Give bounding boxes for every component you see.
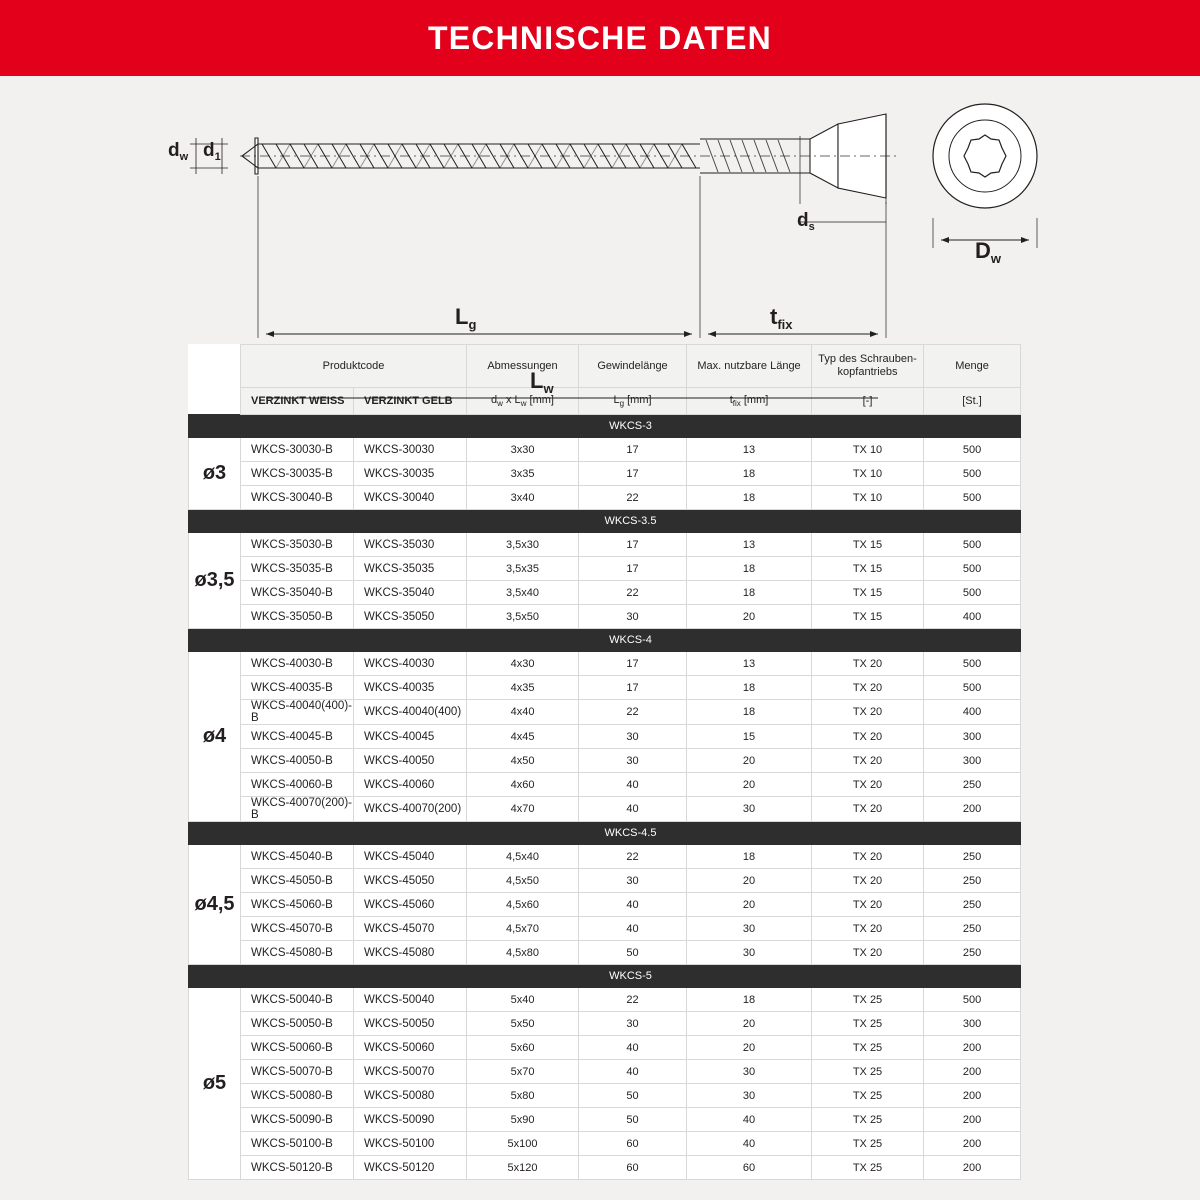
table-body xyxy=(189,415,1021,1180)
cell-thread-length: 50 xyxy=(579,1084,687,1108)
cell-product-code-yellow: WKCS-50080 xyxy=(354,1084,467,1108)
cell-max-usable-length: 20 xyxy=(687,773,812,797)
cell-max-usable-length: 15 xyxy=(687,725,812,749)
header-antrieb-unit: [-] xyxy=(812,388,924,415)
cell-thread-length: 17 xyxy=(579,533,687,557)
cell-product-code-yellow: WKCS-50100 xyxy=(354,1132,467,1156)
cell-product-code-yellow: WKCS-50120 xyxy=(354,1156,467,1180)
cell-max-usable-length: 40 xyxy=(687,1132,812,1156)
cell-quantity: 500 xyxy=(924,652,1021,676)
cell-max-usable-length: 20 xyxy=(687,893,812,917)
cell-thread-length: 17 xyxy=(579,438,687,462)
cell-product-code-white: WKCS-40030-B xyxy=(241,652,354,676)
group-band-label: WKCS-4.5 xyxy=(241,822,1021,845)
table-row xyxy=(189,1108,1021,1132)
table-row xyxy=(189,1156,1021,1180)
header-spacer-2 xyxy=(189,388,241,415)
cell-thread-length: 22 xyxy=(579,845,687,869)
header-produktcode: Produktcode xyxy=(241,345,467,388)
group-band-label: WKCS-3 xyxy=(241,415,1021,438)
cell-product-code-yellow: WKCS-35050 xyxy=(354,605,467,629)
header-gewindelaenge-unit: $L_g$ [mm] xyxy=(579,388,687,415)
table-row xyxy=(189,1036,1021,1060)
page-title: TECHNISCHE DATEN xyxy=(428,19,772,56)
diameter-label: ø4 xyxy=(189,652,241,822)
cell-dimensions: 4x60 xyxy=(467,773,579,797)
cell-dimensions: 4x30 xyxy=(467,652,579,676)
cell-quantity: 200 xyxy=(924,1060,1021,1084)
cell-product-code-yellow: WKCS-40035 xyxy=(354,676,467,700)
cell-dimensions: 4,5x70 xyxy=(467,917,579,941)
cell-product-code-white: WKCS-30035-B xyxy=(241,462,354,486)
unit-l-symbol: L xyxy=(613,393,620,406)
cell-drive-type: TX 20 xyxy=(812,749,924,773)
specification-table-wrapper xyxy=(188,344,1010,1180)
cell-quantity: 400 xyxy=(924,605,1021,629)
cell-product-code-yellow: WKCS-45080 xyxy=(354,941,467,965)
cell-thread-length: 60 xyxy=(579,1156,687,1180)
unit-d-symbol: d xyxy=(491,393,498,406)
table-row xyxy=(189,1132,1021,1156)
cell-thread-length: 17 xyxy=(579,652,687,676)
specification-table xyxy=(188,344,1021,1180)
cell-dimensions: 3x40 xyxy=(467,486,579,510)
table-row xyxy=(189,486,1021,510)
cell-product-code-white: WKCS-50100-B xyxy=(241,1132,354,1156)
label-dw-head: $D_w$ xyxy=(975,238,1002,266)
table-header-row-1 xyxy=(189,345,1021,388)
cell-quantity: 250 xyxy=(924,869,1021,893)
table-row xyxy=(189,557,1021,581)
cell-product-code-white: WKCS-50060-B xyxy=(241,1036,354,1060)
cell-product-code-yellow: WKCS-30030 xyxy=(354,438,467,462)
cell-product-code-yellow: WKCS-35035 xyxy=(354,557,467,581)
cell-drive-type: TX 20 xyxy=(812,652,924,676)
cell-product-code-white: WKCS-35035-B xyxy=(241,557,354,581)
cell-dimensions: 3,5x35 xyxy=(467,557,579,581)
cell-quantity: 500 xyxy=(924,462,1021,486)
cell-max-usable-length: 20 xyxy=(687,869,812,893)
cell-max-usable-length: 20 xyxy=(687,1036,812,1060)
cell-product-code-yellow: WKCS-45060 xyxy=(354,893,467,917)
cell-dimensions: 4,5x50 xyxy=(467,869,579,893)
cell-product-code-white: WKCS-50120-B xyxy=(241,1156,354,1180)
group-band-label: WKCS-5 xyxy=(241,965,1021,988)
cell-product-code-yellow: WKCS-50070 xyxy=(354,1060,467,1084)
cell-drive-type: TX 20 xyxy=(812,917,924,941)
cell-max-usable-length: 20 xyxy=(687,605,812,629)
cell-dimensions: 5x40 xyxy=(467,988,579,1012)
cell-max-usable-length: 40 xyxy=(687,1108,812,1132)
cell-dimensions: 4,5x80 xyxy=(467,941,579,965)
cell-product-code-white: WKCS-50040-B xyxy=(241,988,354,1012)
cell-product-code-white: WKCS-45060-B xyxy=(241,893,354,917)
cell-quantity: 400 xyxy=(924,700,1021,725)
group-band-row xyxy=(189,629,1021,652)
cell-quantity: 300 xyxy=(924,1012,1021,1036)
cell-product-code-white: WKCS-50050-B xyxy=(241,1012,354,1036)
cell-dimensions: 5x80 xyxy=(467,1084,579,1108)
cell-thread-length: 17 xyxy=(579,557,687,581)
table-row xyxy=(189,797,1021,822)
group-band-row xyxy=(189,510,1021,533)
cell-quantity: 250 xyxy=(924,941,1021,965)
cell-max-usable-length: 20 xyxy=(687,1012,812,1036)
cell-drive-type: TX 25 xyxy=(812,1036,924,1060)
cell-product-code-yellow: WKCS-40045 xyxy=(354,725,467,749)
cell-drive-type: TX 25 xyxy=(812,1132,924,1156)
cell-quantity: 200 xyxy=(924,1132,1021,1156)
group-band-row xyxy=(189,822,1021,845)
page-header xyxy=(0,0,1200,76)
cell-drive-type: TX 20 xyxy=(812,700,924,725)
cell-product-code-yellow: WKCS-50050 xyxy=(354,1012,467,1036)
cell-quantity: 200 xyxy=(924,1108,1021,1132)
cell-thread-length: 60 xyxy=(579,1132,687,1156)
label-tfix: $t_{fix}$ xyxy=(770,304,793,332)
cell-max-usable-length: 18 xyxy=(687,700,812,725)
cell-drive-type: TX 25 xyxy=(812,1108,924,1132)
cell-drive-type: TX 10 xyxy=(812,486,924,510)
cell-max-usable-length: 30 xyxy=(687,917,812,941)
header-menge: Menge xyxy=(924,345,1021,388)
cell-product-code-yellow: WKCS-30040 xyxy=(354,486,467,510)
label-ds: $d_s$ xyxy=(797,210,815,233)
group-band-row xyxy=(189,415,1021,438)
cell-thread-length: 40 xyxy=(579,1060,687,1084)
cell-dimensions: 4x70 xyxy=(467,797,579,822)
cell-product-code-white: WKCS-40040(400)-B xyxy=(241,700,354,725)
diameter-label: ø4,5 xyxy=(189,845,241,965)
cell-thread-length: 50 xyxy=(579,1108,687,1132)
header-nutzbare-unit: $t_{fix}$ [mm] xyxy=(687,388,812,415)
cell-max-usable-length: 30 xyxy=(687,1084,812,1108)
cell-product-code-yellow: WKCS-40030 xyxy=(354,652,467,676)
table-row xyxy=(189,917,1021,941)
table-row xyxy=(189,845,1021,869)
group-band-row xyxy=(189,965,1021,988)
cell-dimensions: 5x50 xyxy=(467,1012,579,1036)
cell-dimensions: 5x120 xyxy=(467,1156,579,1180)
header-spacer xyxy=(189,345,241,388)
cell-product-code-white: WKCS-45070-B xyxy=(241,917,354,941)
table-row xyxy=(189,1084,1021,1108)
cell-drive-type: TX 20 xyxy=(812,676,924,700)
cell-product-code-white: WKCS-50090-B xyxy=(241,1108,354,1132)
cell-quantity: 500 xyxy=(924,581,1021,605)
cell-product-code-yellow: WKCS-40060 xyxy=(354,773,467,797)
group-band-spacer xyxy=(189,629,241,652)
cell-drive-type: TX 20 xyxy=(812,845,924,869)
table-row xyxy=(189,1012,1021,1036)
cell-max-usable-length: 18 xyxy=(687,557,812,581)
cell-dimensions: 4x40 xyxy=(467,700,579,725)
header-verzinkt-gelb: VERZINKT GELB xyxy=(354,388,467,415)
cell-drive-type: TX 10 xyxy=(812,438,924,462)
cell-quantity: 250 xyxy=(924,917,1021,941)
cell-thread-length: 22 xyxy=(579,486,687,510)
label-d1: $d_1$ xyxy=(203,140,221,163)
cell-dimensions: 5x60 xyxy=(467,1036,579,1060)
table-head xyxy=(189,345,1021,415)
cell-quantity: 500 xyxy=(924,533,1021,557)
cell-product-code-white: WKCS-30040-B xyxy=(241,486,354,510)
cell-dimensions: 5x100 xyxy=(467,1132,579,1156)
cell-drive-type: TX 20 xyxy=(812,773,924,797)
cell-drive-type: TX 20 xyxy=(812,797,924,822)
cell-max-usable-length: 18 xyxy=(687,988,812,1012)
cell-thread-length: 30 xyxy=(579,869,687,893)
cell-thread-length: 22 xyxy=(579,988,687,1012)
cell-thread-length: 22 xyxy=(579,700,687,725)
unit-mm-3: [mm] xyxy=(743,393,769,406)
cell-product-code-white: WKCS-45040-B xyxy=(241,845,354,869)
cell-thread-length: 40 xyxy=(579,893,687,917)
cell-drive-type: TX 15 xyxy=(812,605,924,629)
cell-max-usable-length: 18 xyxy=(687,462,812,486)
cell-quantity: 200 xyxy=(924,1084,1021,1108)
cell-thread-length: 30 xyxy=(579,749,687,773)
cell-max-usable-length: 30 xyxy=(687,941,812,965)
table-row xyxy=(189,605,1021,629)
table-row xyxy=(189,941,1021,965)
group-band-label: WKCS-3.5 xyxy=(241,510,1021,533)
group-band-label: WKCS-4 xyxy=(241,629,1021,652)
label-lw: $L_w$ xyxy=(530,368,554,396)
cell-product-code-white: WKCS-40045-B xyxy=(241,725,354,749)
cell-thread-length: 17 xyxy=(579,462,687,486)
cell-drive-type: TX 20 xyxy=(812,725,924,749)
cell-product-code-yellow: WKCS-45050 xyxy=(354,869,467,893)
cell-dimensions: 4x35 xyxy=(467,676,579,700)
cell-thread-length: 22 xyxy=(579,581,687,605)
cell-max-usable-length: 20 xyxy=(687,749,812,773)
table-row xyxy=(189,749,1021,773)
cell-drive-type: TX 15 xyxy=(812,533,924,557)
table-row xyxy=(189,773,1021,797)
diameter-label: ø3,5 xyxy=(189,533,241,629)
cell-max-usable-length: 60 xyxy=(687,1156,812,1180)
table-row xyxy=(189,869,1021,893)
label-dw: $d_w$ xyxy=(168,140,189,163)
header-antriebstyp xyxy=(812,345,924,388)
cell-drive-type: TX 25 xyxy=(812,1156,924,1180)
cell-product-code-yellow: WKCS-40070(200) xyxy=(354,797,467,822)
cell-quantity: 250 xyxy=(924,773,1021,797)
cell-max-usable-length: 18 xyxy=(687,845,812,869)
cell-max-usable-length: 13 xyxy=(687,652,812,676)
cell-dimensions: 5x70 xyxy=(467,1060,579,1084)
cell-dimensions: 3x30 xyxy=(467,438,579,462)
cell-dimensions: 4,5x60 xyxy=(467,893,579,917)
table-row xyxy=(189,581,1021,605)
cell-quantity: 200 xyxy=(924,1156,1021,1180)
cell-thread-length: 40 xyxy=(579,917,687,941)
cell-product-code-yellow: WKCS-45040 xyxy=(354,845,467,869)
group-band-spacer xyxy=(189,965,241,988)
cell-max-usable-length: 18 xyxy=(687,486,812,510)
cell-quantity: 300 xyxy=(924,725,1021,749)
cell-quantity: 200 xyxy=(924,797,1021,822)
cell-quantity: 200 xyxy=(924,1036,1021,1060)
table-header-row-2 xyxy=(189,388,1021,415)
cell-thread-length: 40 xyxy=(579,773,687,797)
cell-product-code-yellow: WKCS-50060 xyxy=(354,1036,467,1060)
table-row xyxy=(189,676,1021,700)
label-lg: $L_g$ xyxy=(455,304,477,332)
unit-mm-2: [mm] xyxy=(627,393,652,406)
cell-product-code-yellow: WKCS-30035 xyxy=(354,462,467,486)
cell-drive-type: TX 20 xyxy=(812,869,924,893)
cell-thread-length: 40 xyxy=(579,797,687,822)
cell-thread-length: 17 xyxy=(579,676,687,700)
cell-max-usable-length: 30 xyxy=(687,1060,812,1084)
cell-product-code-white: WKCS-40070(200)-B xyxy=(241,797,354,822)
table-row xyxy=(189,700,1021,725)
cell-max-usable-length: 30 xyxy=(687,797,812,822)
group-band-spacer xyxy=(189,822,241,845)
cell-dimensions: 3,5x40 xyxy=(467,581,579,605)
cell-quantity: 500 xyxy=(924,486,1021,510)
diameter-label: ø5 xyxy=(189,988,241,1180)
cell-quantity: 500 xyxy=(924,988,1021,1012)
cell-product-code-yellow: WKCS-35030 xyxy=(354,533,467,557)
cell-thread-length: 30 xyxy=(579,605,687,629)
cell-drive-type: TX 25 xyxy=(812,1060,924,1084)
table-row xyxy=(189,893,1021,917)
cell-thread-length: 30 xyxy=(579,1012,687,1036)
cell-product-code-white: WKCS-45080-B xyxy=(241,941,354,965)
cell-product-code-yellow: WKCS-40050 xyxy=(354,749,467,773)
cell-drive-type: TX 15 xyxy=(812,581,924,605)
table-row xyxy=(189,462,1021,486)
cell-drive-type: TX 15 xyxy=(812,557,924,581)
header-antriebstyp-line1: Typ des Schrauben- xyxy=(818,353,917,366)
unit-mm-1: [mm] xyxy=(529,393,554,406)
cell-product-code-white: WKCS-35030-B xyxy=(241,533,354,557)
group-band-spacer xyxy=(189,415,241,438)
cell-product-code-white: WKCS-30030-B xyxy=(241,438,354,462)
cell-drive-type: TX 10 xyxy=(812,462,924,486)
cell-dimensions: 5x90 xyxy=(467,1108,579,1132)
table-row xyxy=(189,652,1021,676)
cell-product-code-yellow: WKCS-45070 xyxy=(354,917,467,941)
cell-product-code-white: WKCS-35040-B xyxy=(241,581,354,605)
cell-drive-type: TX 20 xyxy=(812,941,924,965)
table-row xyxy=(189,438,1021,462)
diameter-label: ø3 xyxy=(189,438,241,510)
header-gewindelaenge: Gewindelänge xyxy=(579,345,687,388)
cell-product-code-white: WKCS-40050-B xyxy=(241,749,354,773)
cell-thread-length: 30 xyxy=(579,725,687,749)
cell-quantity: 500 xyxy=(924,438,1021,462)
cell-product-code-white: WKCS-50080-B xyxy=(241,1084,354,1108)
cell-quantity: 250 xyxy=(924,845,1021,869)
group-band-spacer xyxy=(189,510,241,533)
header-verzinkt-weiss: VERZINKT WEISS xyxy=(241,388,354,415)
cell-dimensions: 4x50 xyxy=(467,749,579,773)
cell-quantity: 300 xyxy=(924,749,1021,773)
cell-product-code-yellow: WKCS-50090 xyxy=(354,1108,467,1132)
cell-dimensions: 4x45 xyxy=(467,725,579,749)
cell-product-code-white: WKCS-45050-B xyxy=(241,869,354,893)
cell-max-usable-length: 18 xyxy=(687,676,812,700)
cell-dimensions: 4,5x40 xyxy=(467,845,579,869)
table-row xyxy=(189,988,1021,1012)
header-max-nutzbare-laenge: Max. nutzbare Länge xyxy=(687,345,812,388)
cell-product-code-white: WKCS-35050-B xyxy=(241,605,354,629)
cell-dimensions: 3,5x30 xyxy=(467,533,579,557)
cell-thread-length: 50 xyxy=(579,941,687,965)
cell-drive-type: TX 25 xyxy=(812,1012,924,1036)
cell-max-usable-length: 18 xyxy=(687,581,812,605)
cell-product-code-white: WKCS-40035-B xyxy=(241,676,354,700)
cell-quantity: 500 xyxy=(924,676,1021,700)
cell-drive-type: TX 25 xyxy=(812,1084,924,1108)
table-row xyxy=(189,725,1021,749)
cell-dimensions: 3x35 xyxy=(467,462,579,486)
header-abmessungen: Abmessungen xyxy=(467,345,579,388)
cell-dimensions: 3,5x50 xyxy=(467,605,579,629)
cell-product-code-white: WKCS-50070-B xyxy=(241,1060,354,1084)
header-abmessungen-unit: $d_w$ x $L_w$ [mm] xyxy=(467,388,579,415)
cell-quantity: 250 xyxy=(924,893,1021,917)
cell-product-code-yellow: WKCS-40040(400) xyxy=(354,700,467,725)
header-antriebstyp-line2: kopfantriebs xyxy=(837,366,898,378)
cell-thread-length: 40 xyxy=(579,1036,687,1060)
cell-drive-type: TX 20 xyxy=(812,893,924,917)
cell-drive-type: TX 25 xyxy=(812,988,924,1012)
unit-t-symbol: t xyxy=(729,393,733,406)
table-row xyxy=(189,1060,1021,1084)
cell-product-code-yellow: WKCS-35040 xyxy=(354,581,467,605)
cell-quantity: 500 xyxy=(924,557,1021,581)
table-row xyxy=(189,533,1021,557)
cell-max-usable-length: 13 xyxy=(687,438,812,462)
cell-product-code-yellow: WKCS-50040 xyxy=(354,988,467,1012)
cell-max-usable-length: 13 xyxy=(687,533,812,557)
unit-x-l: x L xyxy=(506,393,521,406)
cell-product-code-white: WKCS-40060-B xyxy=(241,773,354,797)
header-menge-unit: [St.] xyxy=(924,388,1021,415)
